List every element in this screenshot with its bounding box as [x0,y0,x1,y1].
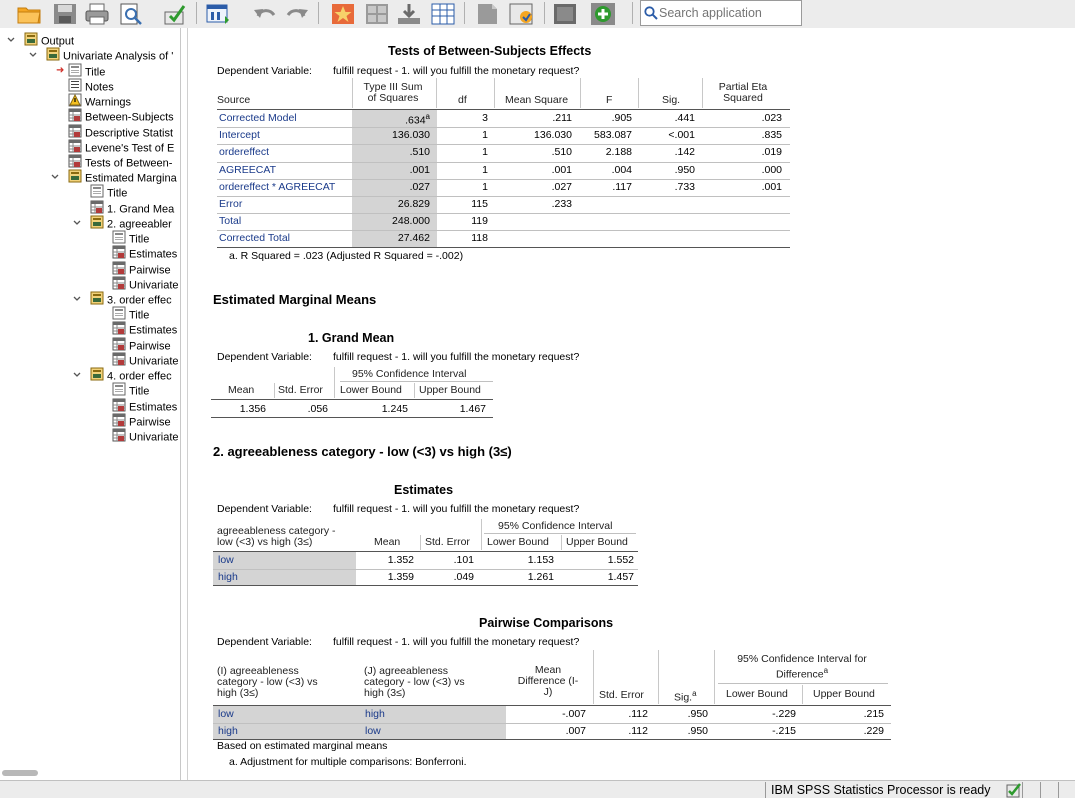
tests-row-source: Intercept [219,129,260,141]
tests-footnote: a. R Squared = .023 (Adjusted R Squared = -.002) [229,250,464,262]
estimates-dv-value: fulfill request - 1. will you fulfill the monetary request? [333,503,580,515]
nav-item-label: Descriptive Statist [85,127,174,140]
undo-icon[interactable] [252,2,278,26]
pairwise-row-mean-diff: -.007 [562,708,586,720]
pairwise-header-j-2: category - low (<3) vs [364,676,465,688]
tests-row-ss: 136.030 [392,129,430,141]
output-navigator [0,28,181,780]
open-folder-icon[interactable] [16,2,42,26]
tests-row-df: 1 [482,181,488,193]
nav-item[interactable] [90,215,172,230]
tests-row-ss: 248.000 [392,215,430,227]
pairwise-row-lb: -.229 [772,708,796,720]
pairwise-header-sig: Sig.$^a$ [674,689,697,704]
pairwise-sig-sup: a [692,689,697,698]
nav-item-label: Title [85,66,106,79]
search-icon [644,6,658,20]
nav-item[interactable] [112,306,149,321]
tests-header-source: Source [217,94,251,106]
tests-row-f: 583.087 [594,129,632,141]
pairwise-ci-header-1: 95% Confidence Interval for [737,653,867,665]
nav-item[interactable] [112,337,171,352]
estimates-row-lb: 1.261 [527,571,554,583]
tests-row-f: 2.188 [605,146,632,158]
nav-item[interactable] [68,93,131,108]
split-file-icon[interactable] [430,2,456,26]
nav-item[interactable] [112,413,171,428]
tests-row-eta: .019 [761,146,782,158]
nav-item-label: Estimated Margina [85,172,177,185]
output-viewer [187,28,1075,780]
pairwise-footnote-2: a. Adjustment for multiple comparisons: Bonferroni. [229,756,467,768]
nav-item-label: Output [41,35,75,48]
estimates-ci-header: 95% Confidence Interval [498,520,613,532]
tests-row-eta: .835 [761,129,782,141]
status-bar [0,780,1075,798]
estimates-row-ub: 1.457 [607,571,634,583]
pairwise-ci-sup: a [823,666,829,675]
estimates-row-se: .101 [453,554,474,566]
grand-mean-lb: 1.245 [381,403,408,415]
tests-row-sig: .142 [674,146,695,158]
nav-item[interactable] [68,169,177,184]
nav-item[interactable] [68,78,114,93]
grand-mean-dv-label: Dependent Variable: [217,351,312,363]
agree-section-heading: 2. agreeableness category - low (<3) vs high (3≤) [213,444,512,459]
pairwise-header-i-3: high (3≤) [217,687,259,699]
collapse-chevron-icon[interactable] [72,218,82,228]
search-input[interactable] [659,4,799,22]
tests-dv-label: Dependent Variable: [217,65,312,77]
collapse-chevron-icon[interactable] [72,294,82,304]
tests-row-ss: 27.462 [397,232,430,244]
estimates-header-se: Std. Error [425,536,470,548]
nav-item-label: Title [129,233,150,246]
nav-item-label: Estimates [129,324,178,337]
print-icon[interactable] [84,2,110,26]
tests-row-source: Error [219,198,243,210]
pairwise-row-ub: .215 [863,708,884,720]
nav-item[interactable] [46,47,173,62]
tests-header-eta-1: Partial Eta [718,81,768,93]
tests-dv-value: fulfill request - 1. will you fulfill the monetary request? [333,65,580,77]
estimates-header-ub: Upper Bound [566,536,628,548]
tests-row-ms: .211 [552,112,572,124]
nav-item[interactable] [112,398,177,413]
recall-dialog-icon[interactable] [205,2,231,26]
save-icon[interactable] [52,2,78,26]
tests-header-df: df [458,94,467,106]
output-book-icon [24,32,38,51]
tests-header-sig: Sig. [662,94,681,106]
print-preview-icon[interactable] [118,2,144,26]
tests-row-ms: .001 [551,164,572,176]
nav-item[interactable] [112,382,149,397]
tests-row-ss: .001 [409,164,430,176]
pairwise-header-ub: Upper Bound [813,688,875,700]
tests-row-eta: .001 [761,181,782,193]
tests-row-eta: .000 [761,164,782,176]
grand-mean-dv-value: fulfill request - 1. will you fulfill the monetary request? [333,351,580,363]
nav-item[interactable] [90,291,172,306]
pairwise-row-se: .112 [628,708,648,720]
collapse-chevron-icon[interactable] [72,370,82,380]
nav-item-label: Title [129,385,150,398]
tests-header-eta-2: Squared [723,92,763,104]
estimates-row-category: high [218,571,238,583]
scrollbar-thumb[interactable] [2,770,38,776]
status-text: IBM SPSS Statistics Processor is ready [765,782,1003,798]
nav-item-label: Between-Subjects [85,111,174,124]
nav-item-label: Title [107,187,128,200]
tests-row-ms: .510 [551,146,572,158]
tests-row-ss: .027 [409,181,430,193]
nav-item-label: Pairwise [129,264,171,277]
estimates-row-mean: 1.352 [387,554,414,566]
tests-row-f: .117 [612,181,632,193]
pairwise-header-se: Std. Error [599,689,644,701]
nav-item[interactable] [112,321,177,336]
export-icon[interactable] [162,2,188,26]
insert-variable-icon[interactable] [396,2,422,26]
tests-header-ss-2: of Squares [367,92,419,104]
pairwise-row-mean-diff: .007 [565,725,586,737]
tests-row-source: ordereffect [219,146,270,158]
nav-item[interactable] [112,352,179,367]
value-labels-icon[interactable] [474,2,500,26]
grand-mean-ci-header: 95% Confidence Interval [352,368,467,380]
navigator-horizontal-scrollbar[interactable] [0,768,181,778]
estimates-header-lb: Lower Bound [487,536,549,548]
grand-mean-header-ub: Upper Bound [419,384,481,396]
tests-row-df: 3 [482,112,488,124]
tests-row-f: .004 [611,164,632,176]
pairwise-ci-header-2: Difference$^a$ [775,666,829,681]
nav-item-label: Levene's Test of E [85,142,175,155]
nav-item-label: 3. order effec [107,294,172,307]
tests-row-ms: .233 [551,198,572,210]
pairwise-title: Pairwise Comparisons [479,616,614,630]
tests-row-ss: .634$^a$ [405,112,430,127]
grand-mean-se: .056 [307,403,328,415]
designate-window-icon[interactable] [590,2,616,26]
tests-row-ss: .510 [409,146,430,158]
insert-output-icon[interactable] [552,2,578,26]
nav-item[interactable] [112,276,179,291]
tests-row-source: ordereffect * AGREECAT [219,181,336,193]
pairwise-header-j-1: (J) agreeableness [364,665,449,677]
estimates-row-lb: 1.153 [527,554,554,566]
nav-item-label: Notes [85,81,114,94]
tests-table-title: Tests of Between-Subjects Effects [388,44,592,58]
pairwise-row-lb: -.215 [772,725,796,737]
tests-row-sig: .441 [674,112,695,124]
nav-item[interactable] [112,230,149,245]
tests-row-df: 119 [471,215,488,227]
nav-item-label: Univariate [129,279,179,292]
pairwise-dv-value: fulfill request - 1. will you fulfill the monetary request? [333,636,580,648]
table-icon [112,428,126,447]
folder-book-icon [68,169,82,188]
pairwise-row-sig: .950 [687,725,708,737]
tests-row-eta: .023 [761,112,782,124]
current-item-arrow-icon: ➜ [56,65,65,76]
pairwise-row-j: high [365,708,385,720]
nav-item-label: 4. order effec [107,370,172,383]
nav-item-label: 2. agreeabler [107,218,172,231]
nav-item[interactable] [112,245,177,260]
pairwise-header-md-1: Mean [534,664,562,676]
pairwise-header-lb: Lower Bound [726,688,788,700]
nav-item-label: Estimates [129,248,178,261]
toolbar [0,0,1075,28]
pairwise-row-sig: .950 [687,708,708,720]
goto-case-icon[interactable] [330,2,356,26]
nav-item-label: Title [129,309,150,322]
collapse-chevron-icon[interactable] [6,35,16,45]
tests-row-df: 1 [482,129,488,141]
pairwise-header-i-2: category - low (<3) vs [217,676,318,688]
grand-mean-ub: 1.467 [459,403,486,415]
nav-item[interactable] [56,63,106,79]
nav-item-label: Univariate Analysis of ' [63,50,174,63]
tests-row-df: 1 [482,146,488,158]
tests-header-ms: Mean Square [505,94,569,106]
pairwise-row-se: .112 [628,725,648,737]
estimates-header-cat-1: agreeableness category - [217,525,336,537]
pairwise-footnote-1: Based on estimated marginal means [217,740,388,752]
tests-row-source: Total [219,215,242,227]
estimates-header-mean: Mean [374,536,401,548]
pairwise-row-i: high [218,725,238,737]
tests-row-df: 115 [471,198,488,210]
nav-item-label: Warnings [85,96,132,109]
pairwise-header-md-2: Difference (I- [517,675,579,687]
estimates-title: Estimates [394,483,454,497]
tests-row-source: Corrected Model [219,112,297,124]
nav-item[interactable] [68,124,173,139]
tests-row-df: 1 [482,164,488,176]
grand-mean-mean: 1.356 [239,403,266,415]
tests-row-f: .905 [611,112,632,124]
nav-item[interactable] [68,108,174,123]
estimates-header-cat-2: low (<3) vs high (3≤) [217,536,313,548]
tests-row-ss-sup: a [425,112,430,121]
pairwise-header-md-3: J) [543,686,553,698]
show-all-icon[interactable] [508,2,534,26]
pairwise-dv-label: Dependent Variable: [217,636,312,648]
grand-mean-title: 1. Grand Mean [308,331,395,345]
tests-row-source: AGREECAT [219,164,276,176]
nav-item[interactable] [68,139,174,154]
tests-row-source: Corrected Total [219,232,291,244]
emm-heading: Estimated Marginal Means [213,292,377,307]
tests-row-sig: .950 [674,164,695,176]
grand-mean-header-se: Std. Error [278,384,323,396]
tests-header-ss-1: Type III Sum [363,81,423,93]
estimates-row-mean: 1.359 [387,571,414,583]
estimates-row-category: low [218,554,234,566]
folder-book-icon [90,291,104,310]
tests-row-sig: .733 [674,181,695,193]
nav-item-label: Univariate [129,431,179,444]
nav-item[interactable] [112,428,179,443]
redo-icon[interactable] [284,2,310,26]
nav-item-label: Tests of Between- [85,157,173,170]
tests-row-df: 118 [471,232,488,244]
search-box[interactable] [640,0,802,26]
estimates-row-se: .049 [453,571,474,583]
nav-item[interactable] [90,184,127,199]
pairwise-row-ub: .229 [863,725,884,737]
goto-variable-icon[interactable] [364,2,390,26]
pairwise-header-j-3: high (3≤) [364,687,406,699]
nav-item-label: Pairwise [129,416,171,429]
nav-item[interactable] [90,200,174,215]
pairwise-header-i-1: (I) agreeableness [217,665,299,677]
collapse-chevron-icon[interactable] [50,172,60,182]
processor-ready-icon [1006,782,1022,798]
tests-row-ms: 136.030 [534,129,572,141]
estimates-row-ub: 1.552 [607,554,634,566]
tests-row-sig: <.001 [668,129,695,141]
nav-item-label: Pairwise [129,340,171,353]
tests-row-ms: .027 [551,181,572,193]
estimates-dv-label: Dependent Variable: [217,503,312,515]
collapse-chevron-icon[interactable] [28,50,38,60]
nav-item-label: Estimates [129,401,178,414]
nav-item-label: 1. Grand Mea [107,203,175,216]
nav-item[interactable] [24,32,74,47]
nav-item[interactable] [90,367,172,382]
nav-item[interactable] [68,154,172,169]
nav-item-label: Univariate [129,355,179,368]
nav-item[interactable] [112,261,171,276]
tests-row-ss: 26.829 [397,198,430,210]
grand-mean-header-mean: Mean [228,384,255,396]
grand-mean-header-lb: Lower Bound [340,384,402,396]
pairwise-row-j: low [365,725,381,737]
pairwise-row-i: low [218,708,234,720]
folder-book-icon [90,215,104,234]
tests-header-f: F [606,94,613,106]
folder-book-icon [90,367,104,386]
